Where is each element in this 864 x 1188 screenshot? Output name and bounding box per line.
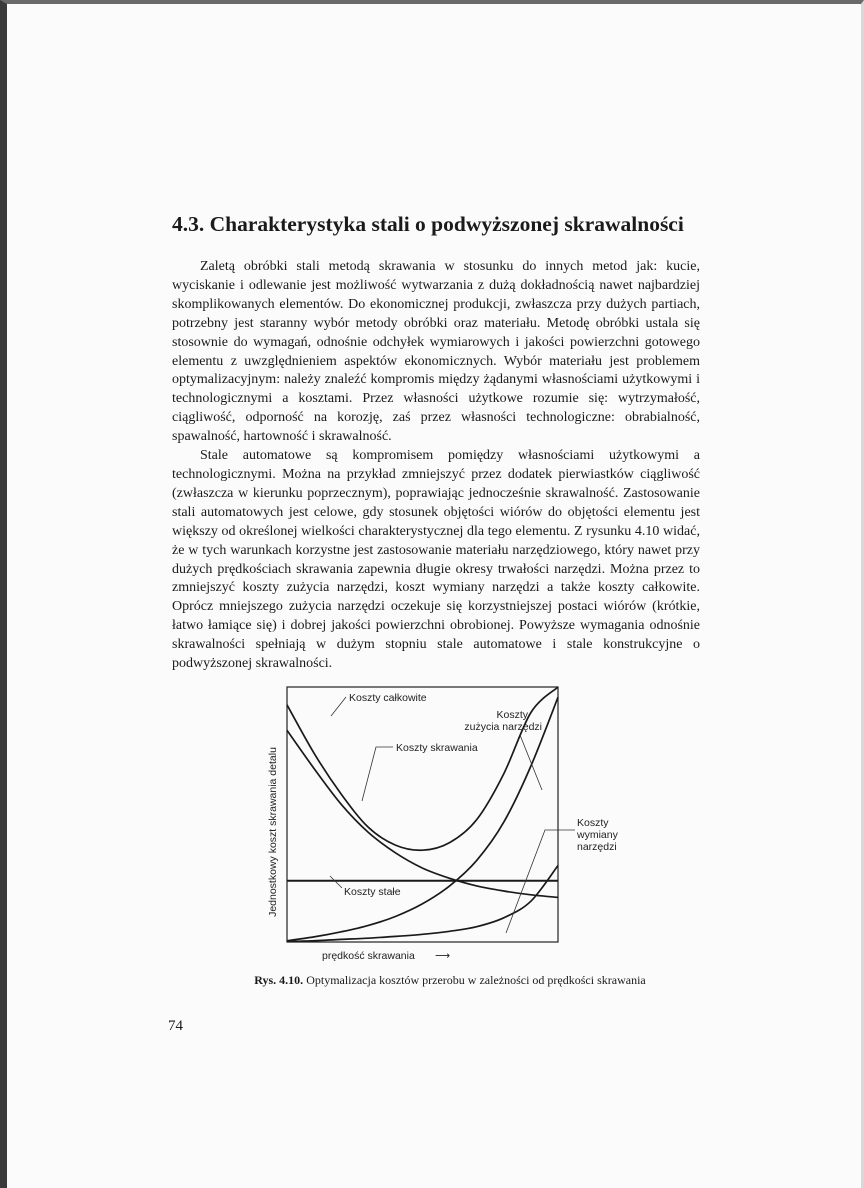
curve-koszty-zużycia-narzędzi: [287, 697, 558, 941]
leader-fixed: [330, 876, 342, 888]
page-number: 74: [168, 1018, 183, 1034]
section-heading: 4.3. Charakterystyka stali o podwyższonej skrawalności: [172, 212, 684, 236]
label-fixed: Koszty stałe: [344, 886, 401, 898]
leader-total: [331, 697, 346, 716]
curve-koszty-skrawania: [287, 730, 558, 897]
caption-label: Rys. 4.10.: [254, 973, 304, 987]
cost-optimization-chart: [250, 680, 630, 970]
x-axis-arrow: ⟶: [435, 950, 451, 962]
paragraph-2: Stale automatowe są kompromisem pomiędzy własnościami użytkowymi a technologicznymi. Można na przykład zmniejszyć przez dodatek pierwiastków ciągliwość (zwłaszcza w kierunku poprzecznym), poprawiając jednocześnie skrawalność. Zastosowanie stali automatowych jest celowe, gdy stosunek objętości wiórów do objętości elementu jest większy od określonej wielkości charakterystycznej dla tego elementu. Z rysunku 4.10 widać, że w tych warunkach korzystne jest zastosowanie materiału narzędziowego, który nawet przy dużych prędkościach skrawania zapewnia długie okresy trwałości narzędzi. Można przez to zmniejszyć koszty zużycia narzędzi, koszt wymiany narzędzi a także koszty całkowite. Oprócz mniejszego zużycia narzędzi oczekuje się korzystniejszej postaci wiórów (krótkie, łatwo łamiące się) i dobrej jakości powierzchni obrobionej. Powyższe wymagania odnośnie skrawalności spełniają w dużym stopniu stale automatowe i stale konstrukcyjne o podwyższonej skrawalności.: [172, 448, 700, 672]
label-tool-change-3: narzędzi: [577, 841, 617, 853]
label-tool-change-2: wymiany: [577, 829, 618, 841]
y-axis-label: Jednostkowy koszt skrawania detalu: [267, 747, 279, 917]
label-tool-wear-2: zużycia narzędzi: [464, 721, 542, 733]
label-tool-wear-1: Koszty: [496, 709, 528, 721]
caption-text: Optymalizacja kosztów przerobu w zależności od prędkości skrawania: [303, 973, 646, 987]
x-axis-label: prędkość skrawania: [322, 950, 415, 962]
paragraph-1: Zaletą obróbki stali metodą skrawania w stosunku do innych metod jak: kucie, wyciskanie i odlewanie jest możliwość wytwarzania z dużą dokładnością nawet najbardziej skomplikowanych elementów. Do ekonomicznej produkcji, zwłaszcza przy dużych partiach, potrzebny jest staranny wybór metody obróbki oraz materiału. Metodę obróbki ustala się stosownie do wymagań, odnośnie odchyłek wymiarowych i jakości powierzchni gotowego elementu z uwzględnieniem aspektów ekonomicznych. Wybór materiału jest problemem optymalizacyjnym: należy znaleźć kompromis między żądanymi własnościami użytkowymi i technologicznymi a kosztami. Przez własności użytkowe rozumie się: wytrzymałość, ciągliwość, odporność na korozję, zaś przez własności technologiczne: obrabialność, spawalność, hartowność i skrawalność.: [172, 259, 700, 445]
figure-caption: [170, 973, 730, 988]
label-cutting: Koszty skrawania: [396, 742, 478, 754]
label-total: Koszty całkowite: [349, 692, 427, 704]
body-text: [172, 258, 700, 674]
leader-cutting: [362, 747, 393, 801]
label-tool-change-1: Koszty: [577, 817, 609, 829]
